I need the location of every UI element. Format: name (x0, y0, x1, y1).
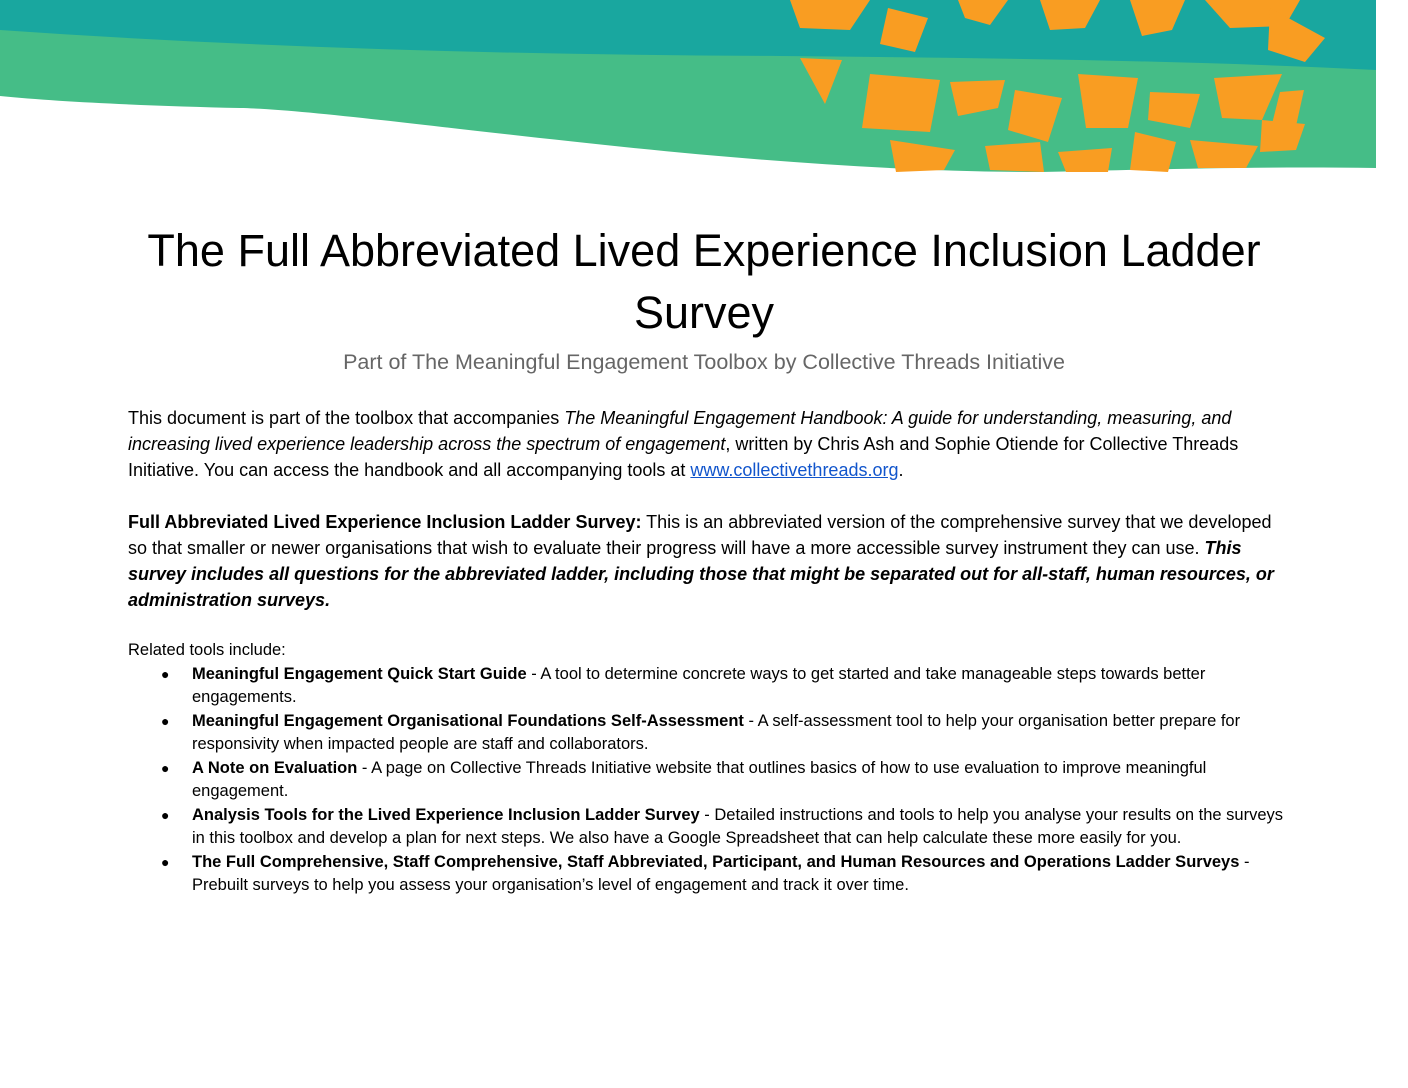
intro-text-1: This document is part of the toolbox that accompanies (128, 408, 565, 428)
bullet-icon: ● (161, 806, 170, 823)
tool-name: Meaningful Engagement Quick Start Guide (192, 664, 527, 683)
intro-text-2: , written by Chris Ash and Sophie Otiende for Collective Threads Initiative. You can access the handbook and all accompanying tools at (128, 434, 1239, 480)
handbook-title: The Meaningful Engagement Handbook: A guide for understanding, measuring, and increasing lived experience leadership across the spectrum of engagement (128, 408, 1232, 454)
related-tools-list (128, 663, 1284, 898)
survey-emphasis: This survey includes all questions for the abbreviated ladder, including those that might be separated out for all-staff, human resources, or administration surveys. (128, 538, 1274, 610)
list-item (128, 851, 1284, 898)
bullet-icon: ● (161, 712, 170, 729)
tool-name: Analysis Tools for the Lived Experience Inclusion Ladder Survey (192, 805, 700, 824)
tool-name: The Full Comprehensive, Staff Comprehensive, Staff Abbreviated, Participant, and Human Resources and Operations Ladder Surveys (192, 852, 1240, 871)
related-tools-label: Related tools include: (128, 641, 286, 659)
list-item (128, 804, 1284, 851)
intro-text-3: . (898, 460, 904, 480)
bullet-icon: ● (161, 665, 170, 682)
survey-label: Full Abbreviated Lived Experience Inclusion Ladder Survey: (128, 512, 642, 532)
tool-name: Meaningful Engagement Organisational Foundations Self-Assessment (192, 711, 744, 730)
page-title: The Full Abbreviated Lived Experience Inclusion Ladder Survey (147, 225, 1261, 338)
intro-paragraph (128, 405, 1284, 483)
page-subtitle: Part of The Meaningful Engagement Toolbox by Collective Threads Initiative (343, 350, 1065, 374)
document-body (128, 405, 1284, 898)
tool-name: A Note on Evaluation (192, 758, 358, 777)
tool-description: - A page on Collective Threads Initiative website that outlines basics of how to use evaluation to improve meaningful engagement. (192, 758, 1207, 800)
list-item (128, 757, 1284, 804)
header-banner (0, 0, 1408, 180)
tool-description: - A self-assessment tool to help your organisation better prepare for responsivity when impacted people are staff and collaborators. (192, 711, 1241, 753)
list-item (128, 710, 1284, 757)
tool-description: - Prebuilt surveys to help you assess your organisation’s level of engagement and track it over time. (192, 852, 1250, 894)
bullet-icon: ● (161, 759, 170, 776)
survey-description (128, 509, 1284, 613)
bullet-icon: ● (161, 853, 170, 870)
tool-description: - Detailed instructions and tools to help you analyse your results on the surveys in this toolbox and develop a plan for next steps. We also have a Google Spreadsheet that can help calculate these more easily for you. (192, 805, 1283, 847)
tool-description: - A tool to determine concrete ways to get started and take manageable steps towards better engagements. (192, 664, 1206, 706)
collectivethreads-link[interactable]: www.collectivethreads.org (690, 460, 899, 480)
survey-text: This is an abbreviated version of the comprehensive survey that we developed so that smaller or newer organisations that wish to evaluate their progress will have a more accessible survey instrument they can use. (128, 512, 1272, 558)
list-item (128, 663, 1284, 710)
